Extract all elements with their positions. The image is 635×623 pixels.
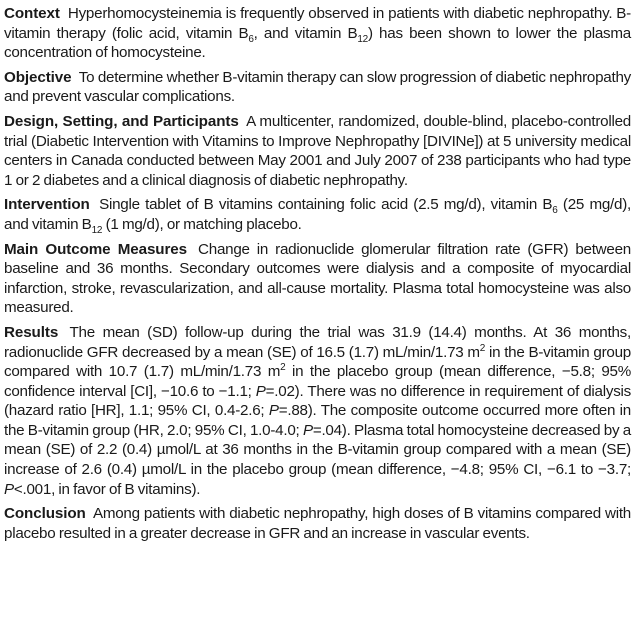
intervention-text: Single tablet of B vitamins containing folic acid (2.5 mg/d), vitamin B bbox=[99, 196, 553, 214]
context-text: Hyperhomocysteinemia is frequently observed in patients with diabetic nephropathy. B-vitamin therapy (folic acid, vitamin B bbox=[4, 5, 631, 42]
objective-text: To determine whether B-vitamin therapy can slow progression of diabetic nephropathy and prevent vascular complications. bbox=[4, 68, 631, 106]
design-heading: Design, Setting, and Participants bbox=[4, 112, 239, 130]
results-text-3: in the placebo group (mean difference, −5.8; 95% confidence interval [CI], −10.6 to −1.1; bbox=[4, 363, 631, 400]
context-section bbox=[4, 4, 631, 63]
outcomes-section bbox=[4, 240, 631, 318]
superscript-2: 2 bbox=[479, 342, 486, 354]
results-text-7: <.001, in favor of B vitamins). bbox=[13, 480, 201, 498]
results-text-2: in the B-vitamin group compared with 10.7 (1.7) mL/min/1.73 m bbox=[4, 343, 631, 381]
design-text: A multicenter, randomized, double-blind, placebo-controlled trial (Diabetic Intervention with Vitamins to Improve Nephropathy [DIVINe]) at 5 university medical centers in Canada conducted between May 2001 and July 2007 of 238 participants who had type 1 or 2 diabetes and a clinical diagnosis of diabetic nephropathy. bbox=[4, 112, 631, 189]
p-value-symbol: P bbox=[4, 480, 14, 498]
objective-section bbox=[4, 68, 631, 107]
intervention-text-2: (25 mg/d), and vitamin B bbox=[4, 196, 631, 233]
results-text: The mean (SD) follow-up during the trial was 31.9 (14.4) months. At 36 months, radionuclide GFR decreased by a mean (SE) of 16.5 (1.7) mL/min/1.73 m bbox=[4, 323, 631, 361]
intervention-heading: Intervention bbox=[4, 196, 90, 214]
subscript-6: 6 bbox=[552, 205, 558, 217]
context-heading: Context bbox=[4, 5, 60, 22]
context-text-2: , and vitamin B bbox=[253, 24, 358, 42]
subscript-12: 12 bbox=[91, 224, 103, 236]
conclusion-heading: Conclusion bbox=[4, 505, 86, 523]
conclusion-text: Among patients with diabetic nephropathy, high doses of B vitamins compared with placebo resulted in a greater decrease in GFR and an increase in vascular events. bbox=[4, 505, 632, 542]
results-text-5: =.88). The composite outcome occurred more often in the B-vitamin group (HR, 2.0; 95% CI, 1.0-4.0; bbox=[4, 402, 631, 439]
subscript-12: 12 bbox=[357, 33, 368, 45]
context-text-3: ) has been shown to lower the plasma concentration of homocysteine. bbox=[4, 24, 631, 62]
p-value-symbol: P bbox=[255, 382, 266, 400]
results-heading: Results bbox=[4, 323, 59, 341]
design-section bbox=[4, 112, 631, 190]
p-value-symbol: P bbox=[302, 421, 313, 439]
results-text-4: =.02). There was no difference in requirement of dialysis (hazard ratio [HR], 1.1; 95% CI, 0.4-2.6; bbox=[4, 382, 632, 420]
subscript-6: 6 bbox=[248, 33, 254, 45]
intervention-section bbox=[4, 195, 631, 234]
outcomes-text: Change in radionuclide glomerular filtration rate (GFR) between baseline and 36 months. Secondary outcomes were dialysis and a composite of myocardial infarction, stroke, revascularization, and all-cause mortality. Plasma total homocysteine was also measured. bbox=[4, 240, 631, 317]
outcomes-heading: Main Outcome Measures bbox=[4, 240, 187, 258]
objective-heading: Objective bbox=[4, 68, 72, 86]
results-section bbox=[4, 323, 631, 499]
conclusion-section bbox=[4, 504, 631, 543]
superscript-2: 2 bbox=[280, 362, 286, 374]
intervention-text-3: (1 mg/d), or matching placebo. bbox=[102, 215, 302, 233]
p-value-symbol: P bbox=[268, 402, 279, 420]
results-text-6: =.04). Plasma total homocysteine decreased by a mean (SE) of 2.2 (0.4) µmol/L at 36 months in the B-vitamin group compared with a mean (SE) increase of 2.6 (0.4) µmol/L in the placebo group (mean difference, −4.8; 95% CI, −6.1 to −3.7; bbox=[4, 421, 631, 479]
